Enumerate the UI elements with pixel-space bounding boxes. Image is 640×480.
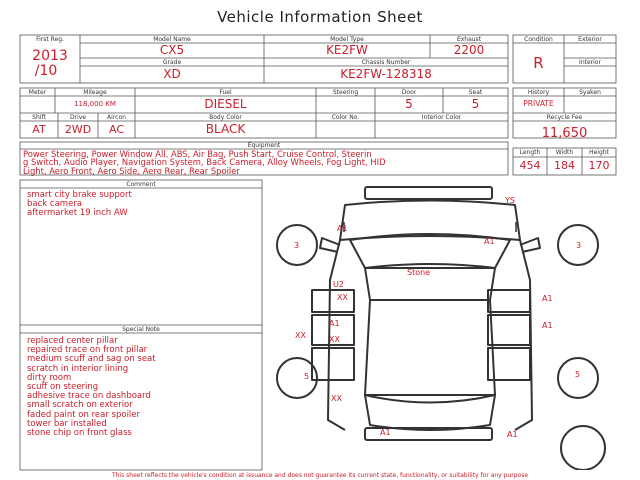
history-label: History — [527, 89, 550, 96]
history-value: PRIVATE — [523, 99, 554, 108]
car-damage-diagram — [270, 180, 620, 470]
mark-wheel-rl: 5 — [304, 372, 310, 381]
note-line: medium scuff and sag on seat — [27, 354, 156, 365]
seat-label: Seat — [468, 89, 483, 96]
exhaust-value: 2200 — [453, 43, 485, 57]
mileage-label: Mileage — [83, 89, 107, 96]
mark-a1-right-door2: A1 — [542, 321, 553, 330]
recycle-fee-label: Recycle Fee — [546, 114, 583, 121]
mark-ys: YS — [505, 196, 515, 205]
condition-label: Condition — [524, 36, 553, 43]
equipment-line: Power Steering, Power Window All, ABS, Air Bag, Push Start, Cruise Control, Steerin — [23, 149, 372, 159]
exhaust-label: Exhaust — [456, 36, 482, 43]
mark-xx-left-door: XX — [337, 293, 348, 302]
syaken-label: Syaken — [579, 89, 601, 96]
fuel-value: DIESEL — [204, 97, 247, 111]
note-line: faded paint on rear spoiler — [27, 409, 141, 420]
mark-xx-rear: XX — [331, 394, 342, 403]
model-type-value: KE2FW — [326, 43, 368, 57]
special-note-list — [27, 337, 259, 438]
comment-line: aftermarket 19 inch AW — [27, 208, 128, 219]
mark-a1-left-door2: A1 — [329, 319, 340, 328]
condition-value: R — [533, 54, 544, 72]
meter-label: Meter — [28, 89, 47, 96]
mark-a1-rear-left: A1 — [380, 428, 391, 437]
mark-a1-front-center: A1 — [484, 237, 495, 246]
steering-label: Steering — [332, 89, 359, 96]
exterior-label: Exterior — [578, 36, 602, 43]
equipment-line: Light, Aero Front, Aero Side, Aero Rear, Rear Spoiler — [23, 165, 240, 176]
note-line: replaced center pillar — [27, 336, 118, 346]
door-value: 5 — [405, 97, 413, 111]
mark-wheel-fr: 3 — [576, 241, 582, 250]
first-reg-label: First Reg. — [36, 36, 64, 43]
aircon-value: AC — [108, 123, 124, 136]
interior-label: Interior — [579, 59, 601, 66]
chassis-number-label: Chassis Number — [361, 59, 411, 66]
grade-value: XD — [163, 67, 181, 81]
equipment-list — [23, 150, 507, 175]
length-value: 454 — [519, 159, 541, 172]
height-value: 170 — [588, 159, 610, 172]
note-line: dirty room — [27, 372, 72, 383]
seat-value: 5 — [471, 97, 480, 111]
door-label: Door — [401, 89, 417, 96]
shift-label: Shift — [32, 114, 46, 121]
mark-wheel-rr: 5 — [575, 370, 581, 379]
special-note-label: Special Note — [122, 326, 160, 333]
recycle-fee-value: 11,650 — [541, 126, 588, 141]
first-reg-month: /10 — [34, 63, 58, 79]
mark-u2: U2 — [333, 280, 344, 289]
note-line: small scratch on exterior — [27, 400, 133, 411]
mark-a1-rear-right: A1 — [507, 430, 518, 439]
fuel-label: Fuel — [219, 89, 232, 96]
mark-a1-front-left: A1 — [337, 224, 348, 233]
model-name-label: Model Name — [153, 36, 191, 43]
mark-xx-left-outer: XX — [295, 331, 306, 340]
width-value: 184 — [554, 159, 575, 172]
mark-wheel-fl: 3 — [294, 241, 300, 250]
note-line: repaired trace on front pillar — [27, 345, 148, 356]
disclaimer-footer: This sheet reflects the vehicle's condition at issuance and does not guarantee its current state, functionality, or suitability for any purpose — [111, 472, 529, 479]
aircon-label: Aircon — [107, 114, 126, 121]
body-color-label: Body Color — [209, 114, 242, 121]
comment-label: Comment — [126, 181, 156, 188]
model-name-value: CX5 — [159, 43, 185, 57]
shift-value: AT — [32, 123, 46, 136]
equipment-line: g Switch, Audio Player, Navigation System, Back Camera, Alloy Wheels, Fog Light, HID — [23, 157, 386, 168]
grade-label: Grade — [162, 59, 182, 66]
mileage-value: 118,000 KM — [74, 100, 116, 108]
comment-list — [27, 191, 259, 219]
drive-value: 2WD — [64, 123, 92, 136]
mark-a1-right-door: A1 — [542, 294, 553, 303]
height-label: Height — [589, 149, 609, 156]
note-line: scratch in interior lining — [27, 363, 129, 374]
sheet-title: Vehicle Information Sheet — [217, 8, 423, 26]
interior-color-label: Interior Color — [421, 114, 462, 121]
color-no-label: Color No. — [331, 114, 360, 121]
note-line: tower bar installed — [27, 418, 107, 429]
body-color-value: BLACK — [205, 122, 246, 136]
comment-line: smart city brake support — [27, 190, 132, 200]
note-line: scuff on steering — [27, 382, 99, 393]
length-label: Length — [519, 149, 541, 156]
mark-stone: Stone — [407, 268, 431, 277]
mark-xx-left-door2: XX — [329, 335, 340, 344]
model-type-label: Model Type — [330, 36, 364, 43]
drive-label: Drive — [70, 114, 86, 121]
note-line: adhesive trace on dashboard — [27, 391, 151, 402]
equipment-label: Equipment — [247, 142, 281, 149]
first-reg-year: 2013 — [32, 48, 68, 64]
note-line: stone chip on front glass — [27, 428, 132, 439]
comment-line: back camera — [27, 199, 82, 210]
chassis-number-value: KE2FW-128318 — [340, 67, 432, 81]
width-label: Width — [555, 149, 574, 156]
